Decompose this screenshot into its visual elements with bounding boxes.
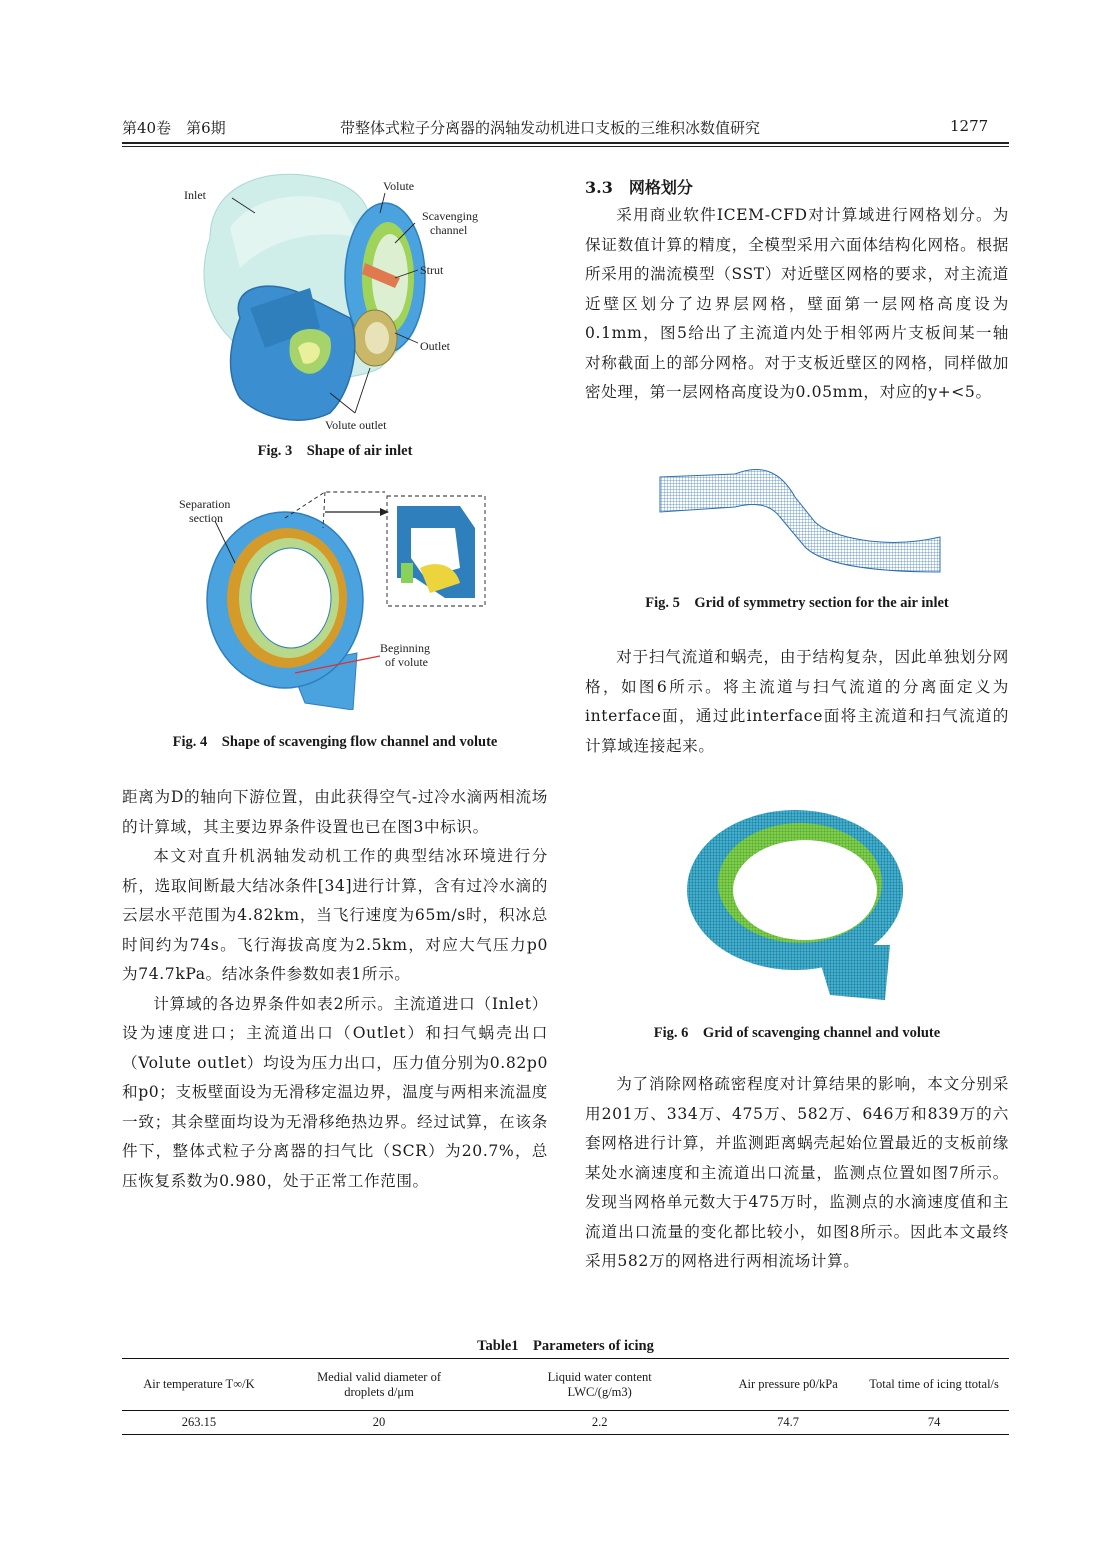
fig4-label-beginning-1: Beginning bbox=[380, 641, 430, 655]
fig3-label-scavenging-2: channel bbox=[430, 223, 468, 237]
header-journal-issue: 第40卷 第6期 bbox=[122, 119, 226, 137]
fig4-label-separation-1: Separation bbox=[179, 497, 231, 511]
table1-cell-air-temperature: 263.15 bbox=[181, 1415, 217, 1429]
table1-header-row bbox=[122, 1359, 1009, 1411]
table1-parameters-of-icing bbox=[122, 1358, 1009, 1435]
fig6-caption: Fig. 6 Grid of scavenging channel and volute bbox=[653, 1025, 941, 1041]
fig3-caption: Fig. 3 Shape of air inlet bbox=[257, 443, 413, 459]
table1-header-air-pressure: Air pressure p0/kPa bbox=[738, 1377, 838, 1391]
fig3-label-inlet: Inlet bbox=[184, 188, 206, 202]
fig3-label-volute: Volute bbox=[383, 179, 415, 193]
table1-cell-droplet-diameter: 20 bbox=[372, 1415, 386, 1429]
section-title: 3.3 网格划分 bbox=[585, 178, 693, 197]
table1-header-air-temperature: Air temperature T∞/K bbox=[143, 1377, 255, 1391]
table1-cell-total-time: 74 bbox=[927, 1415, 941, 1429]
right-paragraph-1: 采用商业软件ICEM-CFD对计算域进行网格划分。为保证数值计算的精度，全模型采用六面体结构化网格。根据所采用的湍流模型（SST）对近壁区网格的要求，对主流道近壁区划分了边界层网格，壁面第一层网格高度设为0.1mm，图5给出了主流道内处于相邻两片支板间某一轴对称截面上的部分网格。对于支板近壁区的网格，同样做加密处理，第一层网格高度设为0.05mm，对应的y+<5。 bbox=[585, 206, 1009, 401]
header-rule-thick bbox=[122, 142, 1009, 144]
header-rule-thin bbox=[122, 146, 1009, 147]
fig3-label-volute-outlet: Volute outlet bbox=[325, 418, 387, 432]
fig6-grid-illustration bbox=[680, 795, 910, 1010]
fig3-label-outlet: Outlet bbox=[420, 339, 450, 353]
table1-header-droplet-diameter: Medial valid diameter of droplets d/μm bbox=[317, 1369, 441, 1399]
fig3-air-inlet-illustration bbox=[170, 168, 490, 433]
fig5-grid-illustration bbox=[655, 462, 945, 574]
fig4-scavenging-channel-illustration bbox=[175, 488, 495, 710]
table1-header-liquid-water-content: Liquid water content LWC/(g/m3) bbox=[547, 1369, 652, 1399]
table1-cell-liquid-water-content: 2.2 bbox=[591, 1415, 608, 1429]
table1-title: Table1 Parameters of icing bbox=[477, 1338, 654, 1354]
left-paragraph-3: 计算域的各边界条件如表2所示。主流道进口（Inlet）设为速度进口；主流道出口（Outlet）和扫气蜗壳出口（Volute outlet）均设为压力出口，压力值分别为0.82p0和p0；支板壁面设为无滑移定温边界，温度与两相来流温度一致；其余壁面均设为无滑移绝热边界。经过试算，在该条件下，整体式粒子分离器的扫气比（SCR）为20.7%，总压恢复系数为0.980，处于正常工作范围。 bbox=[122, 994, 549, 1190]
table-row bbox=[122, 1411, 1009, 1435]
table1-header-total-time: Total time of icing ttotal/s bbox=[869, 1377, 999, 1391]
fig4-caption: Fig. 4 Shape of scavenging flow channel and volute bbox=[172, 734, 498, 750]
fig4-label-beginning-2: of volute bbox=[385, 655, 428, 669]
right-paragraph-3: 为了消除网格疏密程度对计算结果的影响，本文分别采用201万、334万、475万、582万、646万和839万的六套网格进行计算，并监测距离蜗壳起始位置最近的支板前缘某处水滴速度和主流道出口流量，监测点位置如图7所示。发现当网格单元数大于475万时，监测点的水滴速度值和主流道出口流量的变化都比较小，如图8所示。因此本文最终采用582万的网格进行两相流场计算。 bbox=[585, 1075, 1009, 1270]
fig5-caption: Fig. 5 Grid of symmetry section for the air inlet bbox=[645, 595, 949, 611]
table1-cell-air-pressure: 74.7 bbox=[777, 1415, 800, 1429]
fig4-label-separation-2: section bbox=[189, 511, 223, 525]
left-column-text bbox=[122, 783, 548, 1196]
header-article-title: 带整体式粒子分离器的涡轴发动机进口支板的三维积冰数值研究 bbox=[340, 119, 761, 137]
fig3-label-strut: Strut bbox=[420, 263, 444, 277]
left-paragraph-1: 距离为D的轴向下游位置，由此获得空气-过冷水滴两相流场的计算域，其主要边界条件设置也已在图3中标识。 bbox=[122, 788, 548, 836]
left-paragraph-2: 本文对直升机涡轴发动机工作的典型结冰环境进行分析，选取间断最大结冰条件[34]进行计算，含有过冷水滴的云层水平范围为4.82km，当飞行速度为65m/s时，积冰总时间约为74s。飞行海拔高度为2.5km，对应大气压力p0为74.7kPa。结冰条件参数如表1所示。 bbox=[122, 847, 548, 983]
right-paragraph-2: 对于扫气流道和蜗壳，由于结构复杂，因此单独划分网格，如图6所示。将主流道与扫气流道的分离面定义为interface面，通过此interface面将主流道和扫气流道的计算域连接起来。 bbox=[585, 648, 1009, 755]
header-page-number: 1277 bbox=[950, 117, 989, 135]
fig3-label-scavenging-1: Scavenging bbox=[422, 209, 478, 223]
